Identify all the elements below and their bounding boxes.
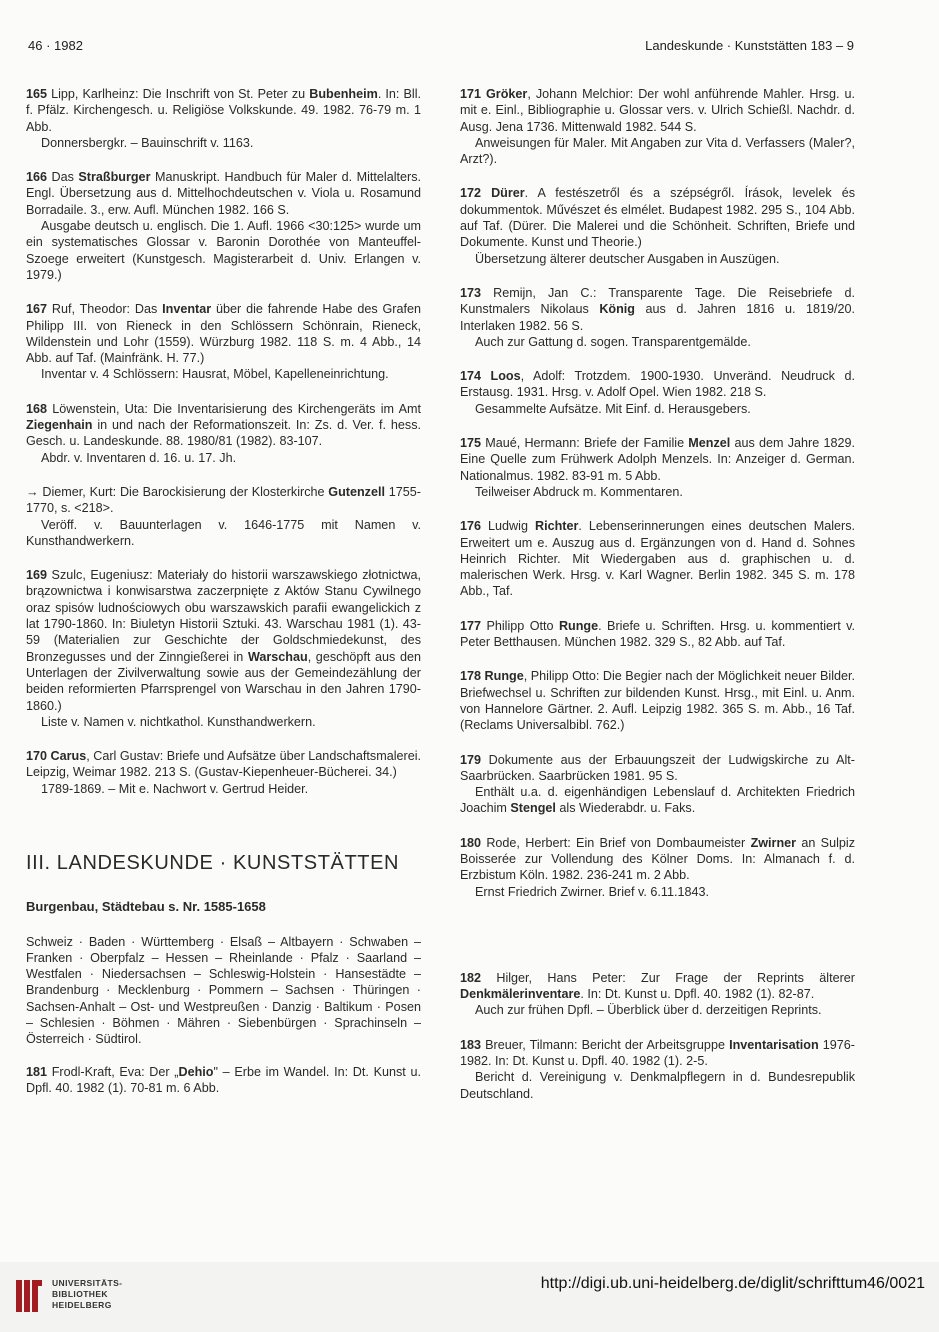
library-name [52,1278,122,1311]
left-column [26,86,421,1114]
entry-note: Übersetzung älterer deutscher Ausgaben in Auszügen. [475,251,780,266]
entry-number: 179 [460,752,482,767]
entry-text [460,86,855,135]
entry-keyword: Stengel [510,801,556,816]
entry-note: Liste v. Namen v. nichtkathol. Kunsthandwerkern. [41,714,316,729]
bibliography-entry [460,618,855,651]
entry-number: 176 [460,519,482,534]
entry-keyword: Gutenzell [328,484,385,499]
right-column [460,86,855,1120]
bibliography-entry [460,752,855,817]
entry-citation: aus d. Jahren 1816 u. 1819/20. Interlaken 1982. 56 S. [460,302,855,333]
entry-number: 170 [26,749,48,764]
entry-number: 165 [26,87,48,101]
entry-text [460,970,855,1003]
library-name-line: UNIVERSITÄTS- [52,1278,123,1288]
library-logo-icon [14,1276,44,1316]
bibliography-entry [26,748,421,797]
entry-citation: Das [47,170,79,185]
entry-note: Veröff. v. Bauunterlagen v. 1646-1775 mit Namen v. Kunsthandwerkern. [26,517,421,548]
entry-citation: , Adolf: Trotzdem. 1900-1930. Unveränd. Neudruck d. Erstausg. 1931. Hrsg. v. Adolf Opel. Wien 1982. 218 S. [460,369,855,400]
footer-bar [0,1262,939,1332]
entry-citation [481,186,491,200]
page-header-left: 46 · 1982 [28,38,83,53]
entry-citation [481,369,491,383]
entry-keyword: Bubenheim [309,87,378,101]
entry-keyword: Menzel [688,436,731,451]
entry-keyword: Dehio [178,1064,214,1079]
entry-citation: Philipp Otto [481,618,559,633]
entry-citation: Diemer, Kurt: Die Barockisierung der Klosterkirche [38,484,329,499]
left-entry-list [26,86,421,797]
page-header-right: Landeskunde · Kunststätten 183 – 9 [645,38,854,53]
source-url-link[interactable]: http://digi.ub.uni-heidelberg.de/diglit/schrifttum46/0021 [540,1275,925,1292]
entry-number: 177 [460,618,482,633]
entry-citation: Remijn, Jan C.: Transparente Tage. Die Reisebriefe d. Kunstmalers Nikolaus [460,285,855,317]
bibliography-entry [460,668,855,733]
bibliography-entry [460,435,855,500]
entry-citation: Dokumente aus der Erbauungszeit der Ludwigskirche zu Alt-Saarbrücken. Saarbrücken 1981. 95 S. [460,752,855,783]
entry-citation: . In: Dt. Kunst u. Dpfl. 40. 1982 (1). 82-87. [580,987,815,1002]
entry-keyword: Carus [50,749,87,764]
bibliography-entry [26,301,421,382]
entry-number: 175 [460,436,482,451]
entry-keyword: Runge [558,618,599,633]
entry-number: 180 [460,835,482,850]
entry-note: Ausgabe deutsch u. englisch. Die 1. Aufl. 1966 <30:125> wurde um ein systematisches Glossar v. Baronin Dorothée von Manteuffel-Szoege erweitert (Kunstgesch. Magisterarbeit d. Univ. Erlangen v. 1979.) [26,219,421,282]
entry-citation: aus dem Jahre 1829. Eine Quelle zum Frühwerk Adolph Menzels. In: Anzeiger d. German. Nationalmus. 1982. 83-91 m. 5 Abb. [460,436,855,483]
entry-text [26,567,421,714]
entry-number: 166 [26,170,48,185]
entry-number: 183 [460,1037,482,1052]
entry-keyword: Denkmälerinventare [460,987,581,1002]
right-entry-list [460,86,855,1102]
entry-note: Teilweiser Abdruck m. Kommentaren. [475,484,683,499]
entry-note: Inventar v. 4 Schlössern: Hausrat, Möbel, Kapelleneinrichtung. [41,367,389,382]
entry-keyword: Zwirner [750,835,797,850]
entry-text [460,368,855,401]
library-name-line: HEIDELBERG [52,1300,112,1310]
bibliography-entry [26,567,421,730]
entry-keyword: Richter [534,519,579,534]
bibliography-entry [460,518,855,599]
entry-citation: Rode, Herbert: Ein Brief von Dombaumeister [481,835,751,850]
entry-citation: . Lebenserinnerungen eines deutschen Malers. Erweitert um e. Auszug aus d. Ergänzungen von d. Hand d. Sohnes Heinrich Richter. Mit Wiedergaben aus d. graphischen u. d. malerischen Werk. Hrsg. v. Karl Wagner. Berlin 1982. 345 S. m. 178 Abb., Taf. [460,519,855,599]
entry-number: 171 [460,87,482,101]
entry-text [26,169,421,218]
bibliography-entry [460,86,855,167]
entry-citation: Ruf, Theodor: Das [47,302,163,317]
entry-citation: Ludwig [481,519,535,534]
bibliography-entry [26,169,421,283]
entry-text [460,518,855,599]
entry-citation: " – Erbe im Wandel. In: Dt. Kunst u. Dpfl. 40. 1982 (1). 70-81 m. 6 Abb. [26,1064,421,1095]
entry-citation: Lipp, Karlheinz: Die Inschrift von St. Peter zu [47,87,310,101]
entry-text [26,86,421,135]
entry-text [460,285,855,334]
entry-text [460,835,855,884]
section-title: III. LANDESKUNDE · KUNSTSTÄTTEN [26,851,400,874]
entry-citation: Szulc, Eugeniusz: Materiały do historii warszawskiego złotnictwa, brązownictwa i konwisarstwa zaczerpnięte z Aktów Stanu Cywilnego oraz spisów ludnościowych obu warszawskich parafii ewangelickich z lat 1790-1860. In: Biuletyn Historii Sztuki. 43. Warschau 1981 (1). 43-59 (Materialien zur Geschichte der Goldschmiedekunst, des Bronzegusses und der Zinngießerei in [26,568,421,664]
entry-keyword: Runge [484,669,524,684]
entry-citation: . In: Bll. f. Pfälz. Kirchengesch. u. Religiöse Volkskunde. 49. 1982. 76-79 m. 1 Abb. [26,87,421,134]
entry-note: Gesammelte Aufsätze. Mit Einf. d. Herausgebers. [475,401,751,416]
entry-text [460,185,855,250]
column-spacer [460,918,855,970]
entry-citation: 1755-1770, s. <218>. [26,484,421,516]
entry-note: Bericht d. Vereinigung v. Denkmalpflegern in d. Bundesrepublik Deutschland. [460,1070,855,1101]
entry-text [460,1037,855,1070]
entry-text [460,752,855,785]
entry-citation: , geschöpft aus den Unterlagen der Zivilverwaltung sowie aus der Gemeindezählung der beiden reformierten Pfarrsprengel von Warschau in den Jahren 1790-1860.) [26,649,421,713]
entry-note: Auch zur frühen Dpfl. – Überblick über d. derzeitigen Reprints. [475,1003,822,1018]
entry-number: 173 [460,285,482,300]
entry-keyword: Gröker [486,87,528,101]
entry-citation: über die fahrende Habe des Grafen Philipp III. von Rieneck in den Schlössern Schönrain, Rieneck, Wildenstein und Lohr (1559). Würzburg 1982. 118 S. m. 4 Abb., 14 Abb. auf Taf. (Mainfränk. H. 77.) [26,302,421,366]
entry-number: 182 [460,970,482,985]
entry-note-text: als Wiederabdr. u. Faks. [555,801,696,816]
entry-number: → [26,484,39,499]
entry-keyword: König [599,302,636,317]
entry-citation: Maué, Hermann: Briefe der Familie [481,436,689,451]
bibliography-entry [26,86,421,151]
bibliography-entry [26,1064,421,1097]
entry-text [26,401,421,450]
bibliography-entry [460,285,855,350]
entry-note-text: Enthält u.a. d. eigenhändigen Lebenslauf d. Architekten Friedrich Joachim [460,785,855,816]
entry-keyword: Straßburger [78,170,151,185]
bibliography-entry [26,484,421,549]
entry-keyword: Inventar [162,302,212,317]
entry-note: Donnersbergkr. – Bauinschrift v. 1163. [41,135,254,150]
entry-note: 1789-1869. – Mit e. Nachwort v. Gertrud Heider. [41,781,309,796]
bibliography-entry [26,401,421,466]
subheading: Burgenbau, Städtebau s. Nr. 1585-1658 [26,899,266,915]
entry-number: 174 [460,369,482,384]
entry-number: 172 [460,186,482,201]
entry-number: 168 [26,401,48,416]
bibliography-entry [460,368,855,417]
entry-number: 167 [26,302,48,317]
entry-number: 181 [26,1064,48,1079]
entry-citation: , Carl Gustav: Briefe und Aufsätze über Landschaftsmalerei. Leipzig, Weimar 1982. 213 S. (Gustav-Kiepenheuer-Bücherei. 34.) [26,749,422,780]
entry-note: Abdr. v. Inventaren d. 16. u. 17. Jh. [41,450,237,465]
entry-citation: , Philipp Otto: Die Begier nach der Möglichkeit neuer Bilder. Briefwechsel u. Schriften zur bildenden Kunst. Hrsg., mit Einl. u. Anm. von Hannelore Gärtner. 2. Aufl. Leipzig 1982. 365 S. m. Abb., 16 Taf. (Reclams Universalbibl. 762.) [460,669,856,733]
entry-citation: Breuer, Tilmann: Bericht der Arbeitsgruppe [481,1037,730,1052]
entry-keyword: Dürer [491,186,525,201]
entry-citation: , Johann Melchior: Der wohl anführende Mahler. Hrsg. u. mit e. Einl., Bibliographie u. Glossar vers. v. Ulrich Schießl. Nachdr. d. Ausg. Jena 1736. Mittenwald 1982. 544 S. [460,87,855,134]
entry-note: Anweisungen für Maler. Mit Angaben zur Vita d. Verfassers (Maler?, Arzt?). [460,135,855,167]
bibliography-entry [460,835,855,900]
entry-number: 169 [26,568,48,583]
library-name-line: BIBLIOTHEK [52,1289,108,1299]
entry-text [460,435,855,484]
entry-keyword: Inventarisation [729,1037,819,1052]
entry-citation: an Sulpiz Boisserée zur Vollendung des Kölner Doms. In: Almanach f. d. Erzbistum Köln. 1982. 236-241 m. 2 Abb. [460,835,855,883]
bibliography-entry [460,185,855,266]
regions-list: Schweiz · Baden · Württemberg · Elsaß – Altbayern · Schwaben – Franken · Oberpfalz – Hessen – Rheinlande · Pfalz · Saarland – Westfalen · Niedersachsen – Schleswig-Holstein · Hansestädte – Brandenburg · Mecklenburg · Pommern – Sachsen · Thüringen · Sachsen-Anhalt – Ost- und Westpreußen · Danzig · Baltikum · Posen – Schlesien · Böhmen · Mähren · Siebenbürgen · Sprachinseln – Österreich · Südtirol. [26,934,421,1047]
entry-text [26,748,421,781]
entry-note: Ernst Friedrich Zwirner. Brief v. 6.11.1843. [475,884,710,899]
entry-keyword: Ziegenhain [26,418,93,433]
left-entry-181-container [26,1064,421,1097]
entry-note: Auch zur Gattung d. sogen. Transparentgemälde. [475,334,751,349]
entry-number: 178 [460,669,482,684]
entry-citation: Manuskript. Handbuch für Maler d. Mittelalters. Engl. Übersetzung aus d. Mittelhochdeutschen v. Viola u. Rosamund Borradaile. 3., erw. Aufl. München 1982. 166 S. [26,170,421,217]
entry-text [460,668,855,733]
entry-text [460,618,855,651]
entry-citation: Löwenstein, Uta: Die Inventarisierung des Kirchengeräts im Amt [47,401,421,416]
entry-keyword: Warschau [247,649,308,664]
entry-note [460,784,855,817]
bibliography-entry [460,1037,855,1102]
entry-text [26,1064,421,1097]
entry-keyword: Loos [490,369,521,384]
entry-citation: in und nach der Reformationszeit. In: Zs. d. Ver. f. hess. Gesch. u. Landeskunde. 88. 1980/81 (1982). 83-107. [26,418,421,449]
bibliography-entry [460,970,855,1019]
entry-citation: Frodl-Kraft, Eva: Der „ [47,1064,179,1079]
entry-text [26,301,421,366]
entry-citation: 1976-1982. In: Dt. Kunst u. Dpfl. 40. 1982 (1). 2-5. [460,1037,855,1069]
entry-citation: Hilger, Hans Peter: Zur Frage der Reprints älterer [481,970,855,985]
entry-citation: . A festészetről és a szépségről. Írások, levelek és dokummentok. Művészet és elmélet. Budapest 1982. 295 S., 104 Abb. auf Taf. (Dürer. Die Malerei und die Schönheit. Schriften, Briefe und Dokumente. Kunst und Theorie.) [460,186,856,250]
entry-text [26,484,421,517]
entry-citation: . Briefe u. Schriften. Hrsg. u. kommentiert v. Peter Betthausen. München 1982. 329 S., 82 Abb. auf Taf. [460,618,856,650]
